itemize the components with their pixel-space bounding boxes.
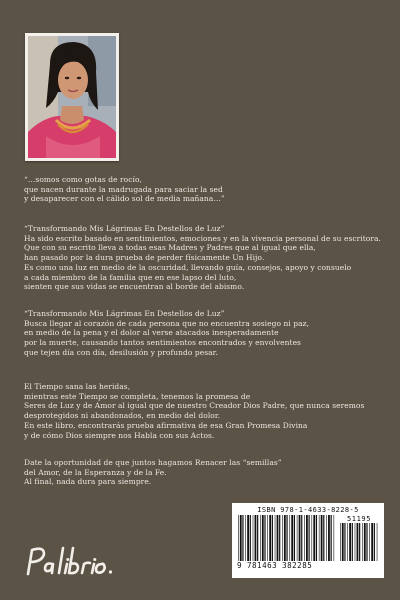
- author-photo: [25, 33, 119, 161]
- section-1-title: “Transformando Mis Lágrimas En Destellos de Luz”: [24, 224, 225, 233]
- isbn-barcode: [232, 503, 384, 578]
- isbn-number: ISBN 978-1-4633-8228-5: [257, 506, 359, 514]
- barcode-bar: [247, 515, 249, 561]
- barcode-bar: [284, 515, 286, 561]
- section-1-line: Que con su escrito lleva a todas esas Madres y Padres que al igual que ella,: [24, 243, 316, 253]
- barcode-bar: [306, 515, 308, 561]
- barcode-bar: [245, 515, 246, 561]
- barcode-bar: [374, 523, 375, 561]
- paragraph-section-1: [24, 224, 384, 292]
- barcode-bar: [366, 523, 367, 561]
- barcode-bar: [313, 515, 315, 561]
- barcode-bar: [242, 515, 243, 561]
- section-3-line: y de cómo Dios siempre nos Habla con sus Actos.: [24, 430, 215, 440]
- quote-line-3: y desaparecer con el cálido sol de media mañana…”: [24, 194, 225, 204]
- barcode-bar: [364, 523, 366, 561]
- barcode-bar: [282, 515, 283, 561]
- section-3-line: El Tiempo sana las heridas,: [24, 382, 131, 391]
- section-1-line: sienten que sus vidas se encuentran al borde del abismo.: [24, 282, 245, 292]
- section-2-line: por la muerte, causando tantos sentimientos encontrados y envolventes: [24, 338, 301, 348]
- barcode-bars: [237, 515, 379, 561]
- section-3-line: mientras este Tiempo se completa, tenemos la promesa de: [24, 391, 251, 401]
- barcode-bar: [289, 515, 290, 561]
- barcode-bar: [344, 523, 345, 561]
- barcode-bar: [304, 515, 305, 561]
- barcode-bar: [369, 523, 370, 561]
- barcode-bar: [291, 515, 293, 561]
- barcode-bar: [275, 515, 276, 561]
- barcode-bar: [342, 523, 344, 561]
- barcode-bar: [250, 515, 251, 561]
- ean-barcode-bars: [237, 515, 335, 561]
- barcode-bar: [359, 523, 360, 561]
- barcode-bar: [255, 515, 257, 561]
- barcode-bar: [334, 515, 335, 561]
- barcode-bar: [316, 515, 317, 561]
- section-3-line: En este libro, encontrarás prueba afirmativa de esa Gran Promesa Divina: [24, 420, 308, 430]
- barcode-bar: [267, 515, 268, 561]
- barcode-bar: [326, 515, 327, 561]
- paragraph-section-4: [24, 458, 384, 487]
- barcode-bar: [321, 515, 323, 561]
- barcode-bar: [309, 515, 310, 561]
- barcode-bar: [377, 523, 378, 561]
- barcode-bar: [269, 515, 271, 561]
- price-addon: [339, 515, 379, 561]
- barcode-bar: [371, 523, 373, 561]
- barcode-bar: [253, 515, 254, 561]
- section-2-line: que tejen día con día, desilusión y profundo pesar.: [24, 347, 218, 357]
- barcode-bar: [277, 515, 279, 561]
- barcode-bar: [357, 523, 359, 561]
- barcode-bar: [301, 515, 302, 561]
- barcode-bar: [319, 515, 320, 561]
- section-3-line: Seres de Luz y de Amor al igual que de nuestro Creador Dios Padre, que nunca seremos: [24, 401, 365, 411]
- paragraph-section-3: [24, 382, 384, 440]
- barcode-bar: [323, 515, 324, 561]
- quote-line-1: “…somos como gotas de rocío,: [24, 175, 142, 184]
- addon-number: 51195: [346, 515, 372, 523]
- barcode-bar: [312, 515, 313, 561]
- section-2-line: Busca llegar al corazón de cada persona que no encuentra sosiego ni paz,: [24, 318, 310, 328]
- barcode-bar: [355, 523, 356, 561]
- barcode-bar: [262, 515, 264, 561]
- section-4-line: Date la oportunidad de que juntos hagamos Renacer las “semillas”: [24, 458, 282, 467]
- section-2-title: “Transformando Mis Lágrimas En Destellos de Luz”: [24, 309, 225, 318]
- quote-line-2: que nacen durante la madrugada para saciar la sed: [24, 184, 223, 194]
- barcode-bar: [264, 515, 265, 561]
- barcode-bar: [297, 515, 298, 561]
- barcode-bar: [257, 515, 258, 561]
- barcode-bar: [286, 515, 287, 561]
- barcode-bar: [362, 523, 363, 561]
- barcode-bar: [272, 515, 273, 561]
- barcode-bar: [331, 515, 332, 561]
- ean-number: 9 781463 382285: [237, 561, 313, 570]
- barcode-bar: [240, 515, 242, 561]
- opening-quote: [24, 175, 384, 204]
- barcode-bar: [347, 523, 348, 561]
- barcode-bar: [349, 523, 351, 561]
- section-3-line: desprotegidos ni abandonados, en medio del dolor.: [24, 411, 221, 421]
- section-1-line: Ha sido escrito basado en sentimientos, emociones y en la vivencia personal de su escritora.: [24, 233, 381, 243]
- section-1-line: a cada miembro de la familia que en ese lapso del luto,: [24, 272, 237, 282]
- barcode-bar: [340, 523, 341, 561]
- barcode-bar: [328, 515, 330, 561]
- barcode-bar: [299, 515, 301, 561]
- author-photo-image: [28, 36, 116, 158]
- barcode-bar: [260, 515, 261, 561]
- paragraph-section-2: [24, 309, 384, 358]
- section-1-line: Es como una luz en medio de la oscuridad, llevando guía, consejos, apoyo y consuelo: [24, 262, 352, 272]
- palibrio-logo: [22, 540, 122, 580]
- barcode-bar: [279, 515, 280, 561]
- barcode-bar: [238, 515, 239, 561]
- section-4-line: Al final, nada dura para siempre.: [24, 477, 152, 487]
- section-4-line: del Amor, de la Esperanza y de la Fe.: [24, 467, 167, 477]
- barcode-bar: [352, 523, 353, 561]
- section-2-line: en medio de la pena y el dolor al verse atacados inesperadamente: [24, 328, 279, 338]
- section-1-line: han pasado por la dura prueba de perder físicamente Un Hijo.: [24, 253, 265, 263]
- barcode-bar: [294, 515, 295, 561]
